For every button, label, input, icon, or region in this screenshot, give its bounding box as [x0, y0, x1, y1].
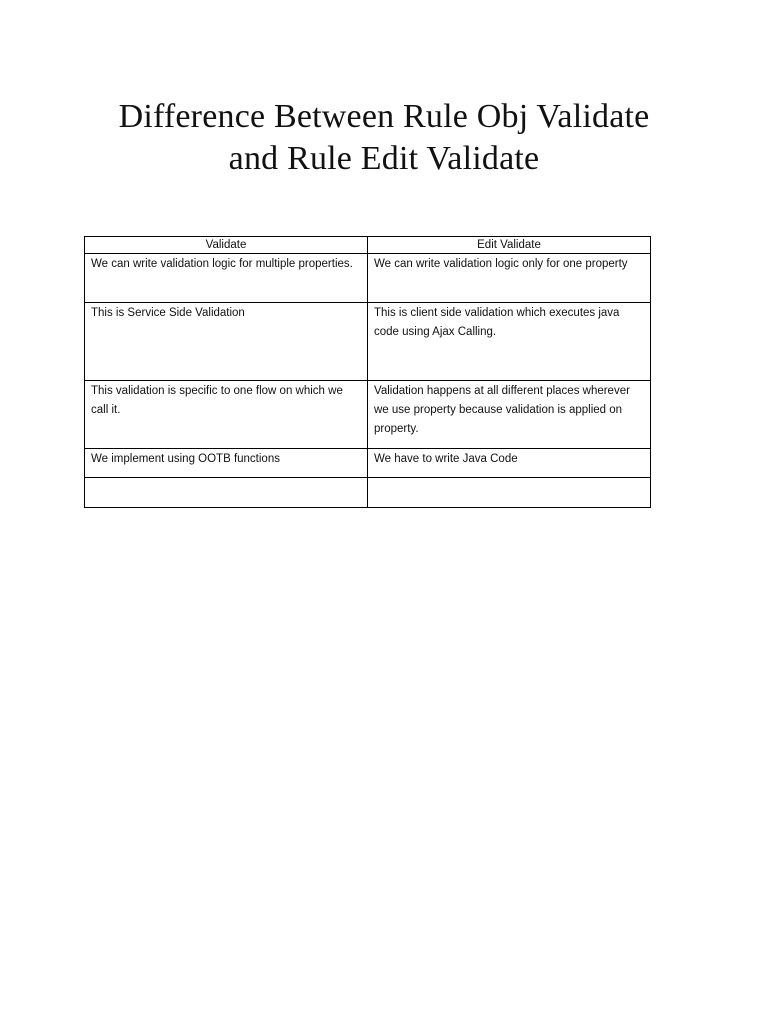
table-row — [85, 254, 651, 303]
cell-text: We can write validation logic only for one property — [374, 258, 628, 270]
comparison-table — [84, 236, 651, 508]
column-header-validate: Validate — [85, 237, 368, 254]
page-title-line-2: and Rule Edit Validate — [228, 140, 540, 177]
table-header-row — [85, 237, 651, 254]
table-cell-validate — [85, 303, 368, 381]
cell-text: Validation happens at all different places wherever we use property because validation is applied on property. — [374, 385, 630, 435]
cell-text — [91, 478, 361, 479]
table-cell-validate — [85, 254, 368, 303]
table-cell-validate — [85, 381, 368, 449]
table-row — [85, 303, 651, 381]
table-cell-edit-validate — [368, 303, 651, 381]
cell-text: This is client side validation which executes java code using Ajax Calling. — [374, 307, 620, 338]
table-cell-validate — [85, 478, 368, 508]
table-cell-edit-validate — [368, 254, 651, 303]
table-row-empty — [85, 478, 651, 508]
cell-text: We can write validation logic for multiple properties. — [91, 258, 353, 270]
cell-text: This validation is specific to one flow on which we call it. — [91, 385, 343, 416]
table-cell-edit-validate — [368, 449, 651, 478]
cell-text — [374, 478, 644, 479]
table-row — [85, 449, 651, 478]
table-cell-edit-validate — [368, 381, 651, 449]
page-title-line-1: Difference Between Rule Obj Validate — [118, 98, 650, 135]
table-row — [85, 381, 651, 449]
page-title — [0, 96, 768, 180]
table-cell-edit-validate — [368, 478, 651, 508]
table-cell-validate — [85, 449, 368, 478]
cell-text: This is Service Side Validation — [91, 307, 245, 319]
cell-text: We implement using OOTB functions — [91, 453, 280, 465]
cell-text: We have to write Java Code — [374, 453, 518, 465]
column-header-edit-validate: Edit Validate — [368, 237, 651, 254]
